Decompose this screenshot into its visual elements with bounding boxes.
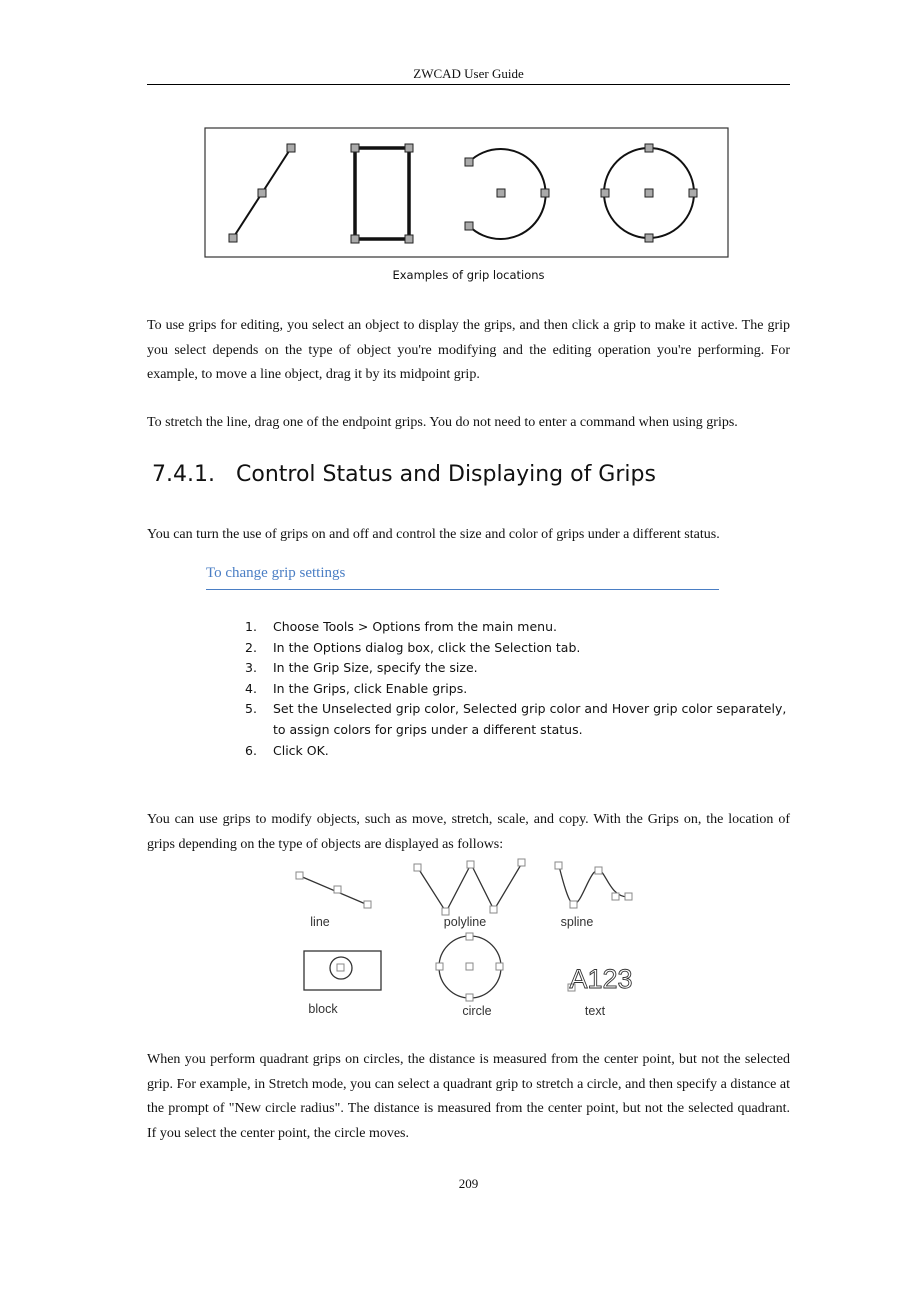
figure-caption: Examples of grip locations xyxy=(392,268,545,282)
step-text: Set the Unselected grip color, Selected grip color and Hover grip color separately, to assign colors for grips under a different status. xyxy=(273,701,787,737)
step-number: 6. xyxy=(245,742,257,758)
paragraph-stretch-line: To stretch the line, drag one of the endpoint grips. You do not need to enter a command when using grips. xyxy=(147,415,738,430)
label-text: text xyxy=(584,1004,606,1018)
procedure-title: To change grip settings xyxy=(206,565,719,590)
step-text: In the Options dialog box, click the Selection tab. xyxy=(273,639,581,655)
step-number: 1. xyxy=(245,619,257,634)
paragraph-quadrant-grips: When you perform quadrant grips on circles, the distance is measured from the center point, but not the selected grip. For example, in Stretch mode, you can select a quadrant grip to stretch a circle, and then specify a distance at the prompt of "New circle radius". The distance is measured from the center point, but not the selected quadrant. If you select the center point, the circle moves. xyxy=(147,1052,790,1141)
paragraph-grips-editing: To use grips for editing, you select an object to display the grips, and then click a grip to make it active. The grip you select depends on the type of object you're modifying and the editing operation you're performing. For example, to move a line object, drag it by its midpoint grip. xyxy=(147,318,790,382)
section-title: Control Status and Displaying of Grips xyxy=(236,462,656,487)
section-number: 7.4.1. xyxy=(152,462,215,487)
section-intro: You can turn the use of grips on and off and control the size and color of grips under a different status. xyxy=(147,527,720,542)
step-text: Choose Tools > Options from the main menu. xyxy=(273,619,557,634)
step-text: In the Grip Size, specify the size. xyxy=(273,660,478,676)
paragraph-grips-modify: You can use grips to modify objects, such as move, stretch, scale, and copy. With the Grips on, the location of grips depending on the type of objects are displayed as follows: xyxy=(147,812,790,852)
sample-text-a123: A123 xyxy=(569,964,633,994)
label-circle: circle xyxy=(462,1004,492,1018)
page-header: ZWCAD User Guide xyxy=(147,66,790,85)
label-line: line xyxy=(310,915,330,929)
step-text: In the Grips, click Enable grips. xyxy=(273,680,468,696)
step-number: 5. xyxy=(245,701,257,717)
label-spline: spline xyxy=(560,915,594,929)
step-number: 2. xyxy=(245,639,257,655)
page-number: 209 xyxy=(458,1176,479,1191)
step-number: 3. xyxy=(245,660,257,676)
label-block: block xyxy=(308,1002,338,1016)
label-polyline: polyline xyxy=(443,915,487,929)
step-number: 4. xyxy=(245,680,257,696)
step-text: Click OK. xyxy=(273,742,329,758)
